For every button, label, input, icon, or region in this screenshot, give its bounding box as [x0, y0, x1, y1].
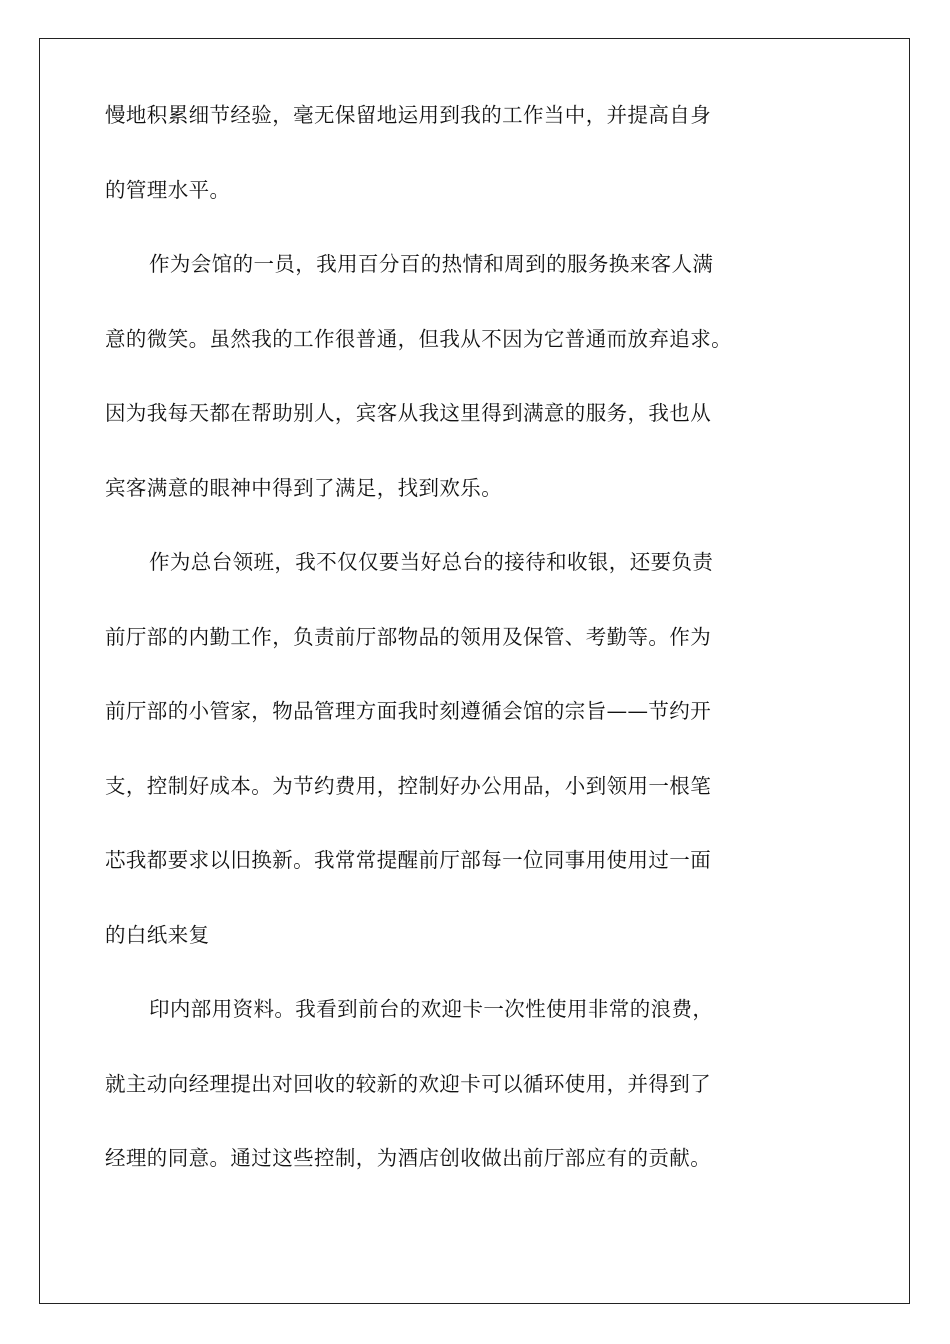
- text-line: 经理的同意。通过这些控制，为酒店创收做出前厅部应有的贡献。: [105, 1146, 712, 1170]
- text-line: 芯我都要求以旧换新。我常常提醒前厅部每一位同事用使用过一面: [105, 848, 712, 872]
- document-body: [105, 95, 785, 1213]
- text-line: 慢地积累细节经验，毫无保留地运用到我的工作当中，并提高自身: [105, 103, 712, 127]
- text-line: 因为我每天都在帮助别人，宾客从我这里得到满意的服务，我也从: [105, 401, 712, 425]
- text-line: 宾客满意的眼神中得到了满足，找到欢乐。: [105, 475, 503, 500]
- text-line: 的管理水平。: [105, 177, 231, 202]
- text-line: 就主动向经理提出对回收的较新的欢迎卡可以循环使用，并得到了: [105, 1071, 712, 1096]
- text-line: 的白纸来复: [105, 922, 210, 947]
- text-line: 支，控制好成本。为节约费用，控制好办公用品，小到领用一根笔: [105, 773, 712, 798]
- paragraph-start-line: 印内部用资料。我看到前台的欢迎卡一次性使用非常的浪费，: [149, 997, 714, 1021]
- paragraph-start-line: 作为会馆的一员，我用百分百的热情和周到的服务换来客人满: [149, 252, 714, 276]
- text-line: 意的微笑。虽然我的工作很普通，但我从不因为它普通而放弃追求。: [105, 326, 732, 351]
- paragraph-start-line: 作为总台领班，我不仅仅要当好总台的接待和收银，还要负责: [149, 550, 714, 574]
- text-line: 前厅部的内勤工作，负责前厅部物品的领用及保管、考勤等。作为: [105, 624, 712, 649]
- text-line: 前厅部的小管家，物品管理方面我时刻遵循会馆的宗旨——节约开: [105, 699, 712, 723]
